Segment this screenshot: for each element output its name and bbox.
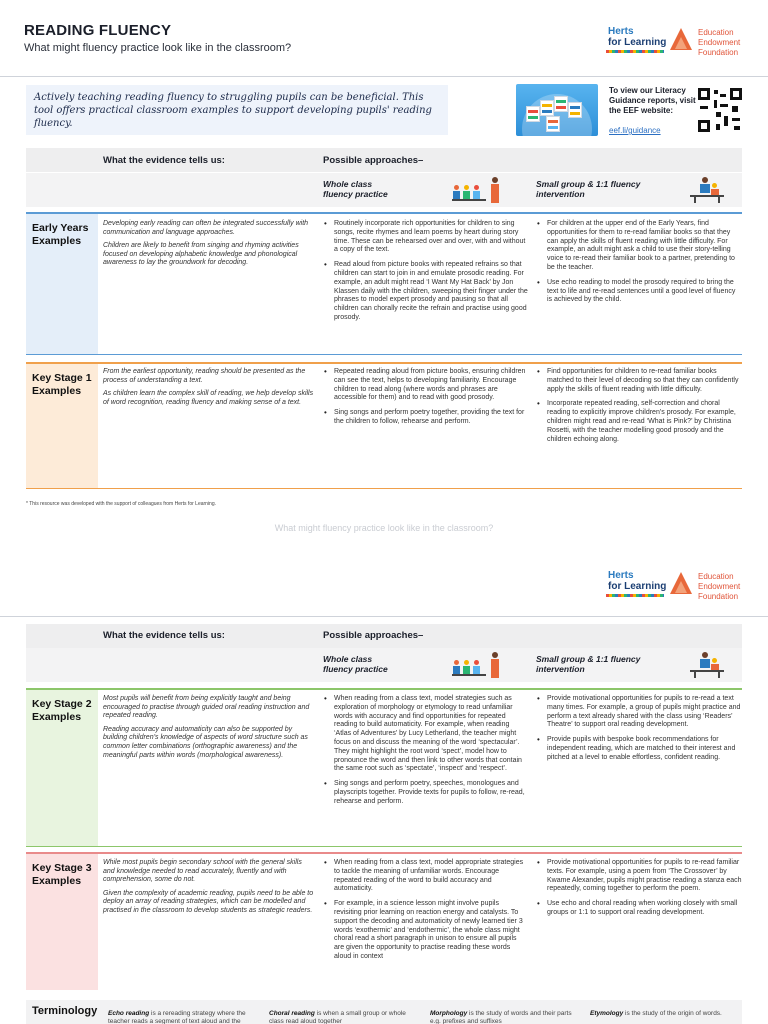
ks2-bottom-border (26, 846, 742, 847)
whole-class-header-2: Whole class fluency practice (323, 654, 388, 674)
terminology-title: Terminology (32, 1005, 98, 1017)
ks2-evidence: Most pupils will benefit from being explicitly taught and being encouraged to practise through guided oral reading instruction and repeated reading. Reading accuracy and automaticity can also be supported by building children’s knowledge of aspects of word structure such as common letter combinations (orthographic awareness) and the meaningful parts within words (morphological awareness). (103, 695, 310, 759)
herts-for-learning-logo-2: Herts for Learning (608, 570, 667, 592)
early-years-whole-class (323, 220, 528, 329)
term-etymology: Etymology is the study of the origin of words. (590, 1010, 722, 1017)
list-item: • Provide motivational opportunities for pupils to re-read a text many times. For example, a group of pupils might practice and perform a text already shared with the class using ‘Readers’ Theatre’ to support oral reading development. (536, 695, 742, 730)
list-item: • Sing songs and perform poetry together, providing the text for the children to follow, rehearse and perform. (323, 409, 528, 427)
eef-guidance-link[interactable]: eef.li/guidance (609, 126, 661, 135)
ks3-top-border (26, 852, 742, 854)
eef-logo-text: Education Endowment Foundation (698, 28, 741, 57)
list-item: • For children at the upper end of the Early Years, find opportunities for them to re-read familiar books so that they can apply the skills of fluent reading with little difficulty. For example, an adult might ask a child to use their story-telling voice to re-read their familiar book to a partner, pretending to be the teacher. (536, 220, 742, 273)
eef-logo-text-2: Education Endowment Foundation (698, 572, 741, 601)
early-years-bottom-border (26, 354, 742, 355)
approaches-column-header: Possible approaches– (323, 155, 424, 166)
list-item: • Provide motivational opportunities for pupils to re-read familiar texts. For example, using a poem from ‘The Crossover’ by Kwame Alexander, pupils might practise reading a stanza each repeatedly, coming together to perform the poem. (536, 859, 742, 894)
list-item: • Read aloud from picture books with repeated refrains so that children can start to join in and emulate prosodic reading. For example, an adult might read ‘I Want My Hat Back’ by Jon Klassen daily with the children, sweeping their finger under the phrases to model expert prosody and pausing so that all children can chorally recite the refrain and practise using good prosody. (323, 261, 528, 323)
whole-class-header: Whole class fluency practice (323, 179, 388, 199)
footnote: * This resource was developed with the support of colleagues from Herts for Learning. (26, 501, 217, 507)
page-header (0, 0, 768, 76)
page2-header-divider (0, 616, 768, 617)
ks1-top-border (26, 362, 742, 364)
small-group-header-2: Small group & 1:1 fluency intervention (536, 654, 641, 674)
ks2-top-border (26, 688, 742, 690)
small-group-header: Small group & 1:1 fluency intervention (536, 179, 641, 199)
hfl-dots-decoration (606, 50, 664, 53)
list-item: • Use echo reading to model the prosody required to bring the text to life and re-read sentences until a good level of fluency is achieved by the child. (536, 279, 742, 305)
hfl-logo-line2: for Learning (608, 37, 667, 48)
term-echo-reading: Echo reading is a rereading strategy where the teacher reads a segment of text aloud and the (108, 1010, 246, 1024)
early-years-top-border (26, 212, 742, 214)
list-item: • Provide pupils with bespoke book recommendations for independent reading, which are matched to their interest and pitched at a level to enable effortless, confident reading. (536, 736, 742, 762)
ks1-small-group (536, 368, 742, 450)
approaches-column-header-2: Possible approaches– (323, 630, 424, 641)
term-morphology: Morphology is the study of words and their parts e.g. prefixes and suffixes (430, 1010, 572, 1024)
hfl-logo-line1: Herts (608, 26, 634, 37)
list-item: • When reading from a class text, model strategies such as exploration of morphology or etymology to read unfamiliar words with accuracy and find opportunities for repeated reading to build automaticity. For example, when reading ‘Atlas of Adventures’ by Lucy Letherland, the teacher might focus on and discuss the meaning of the word ‘spectacular’. They might highlight the root word ‘spect’, model how to pronounce the word and then link to other words that contain the same root such as ‘spectate’, ‘inspect’ and ‘respect’. (323, 695, 528, 774)
eef-logo-icon-2 (670, 572, 692, 594)
ks2-small-group (536, 695, 742, 769)
list-item: • Routinely incorporate rich opportunities for children to sing songs, recite rhymes and learn poems by heart during story time. These can be rehearsed over and over, with and without a copy of the text. (323, 220, 528, 255)
header-divider (0, 76, 768, 77)
whole-class-people-icon-2 (452, 656, 502, 678)
qr-instructions: To view our Literacy Guidance reports, visit the EEF website: (609, 86, 696, 115)
ks1-label: Key Stage 1 Examples (26, 364, 98, 488)
evidence-column-header-2: What the evidence tells us: (103, 630, 225, 641)
page-subtitle: What might fluency practice look like in the classroom? (24, 42, 292, 54)
ks2-whole-class (323, 695, 528, 813)
early-years-evidence: Developing early reading can often be integrated successfully with communication and language approaches. Children are likely to benefit from singing and rhyming activities focused on developing alphabetic knowledge and phonological awareness to lay the groundwork for decoding. (103, 220, 309, 267)
ks1-bottom-border (26, 488, 742, 489)
ks3-label: Key Stage 3 Examples (26, 854, 98, 990)
small-group-people-icon (688, 177, 738, 199)
ks2-label: Key Stage 2 Examples (26, 690, 98, 846)
list-item: • For example, in a science lesson might involve pupils revisiting prior learning on reaction energy and catalysts. To support the decoding and automaticity of newly learned tier 3 words ‘exothermic’ and ‘endothermic’, the whole class might choral read a short paragraph in unison to ensure all pupils are given the opportunity to practise reading these words aloud in context (323, 900, 528, 962)
list-item: • Sing songs and perform poetry, speeches, monologues and playscripts together. Provide texts for pupils to follow, re-read, rehearse and perform. (323, 780, 528, 806)
ks3-evidence: While most pupils begin secondary school with the general skills and knowledge needed to read accurately, fluently and with comprehension, some do not. Given the complexity of academic reading, pupils need to be able to deploy an array of reading strategies, which can be modelled and practised in the classroom to develop students as strategic readers. (103, 859, 314, 914)
term-choral-reading: Choral reading is when a small group or whole class read aloud together (269, 1010, 406, 1024)
small-group-people-icon-2 (688, 652, 738, 674)
list-item: • Find opportunities for children to re-read familiar books matched to their level of decoding so that they can confidently apply the skills of fluent reading with little difficulty. (536, 368, 742, 394)
evidence-column-header: What the evidence tells us: (103, 155, 225, 166)
list-item: • When reading from a class text, model appropriate strategies to tackle the meaning of unfamiliar words. Encourage repeated reading of the word to build accuracy and automaticity. (323, 859, 528, 894)
page2-ghost-title: What might fluency practice look like in the classroom? (274, 523, 494, 533)
ks3-whole-class (323, 859, 528, 968)
qr-code-icon[interactable] (698, 88, 742, 132)
ks3-small-group (536, 859, 742, 924)
list-item: • Incorporate repeated reading, self-correction and choral reading to explicitly improve children’s prosody. For example, children might read and re-read ‘What is Pink?’ by Christina Rosetti, with the teacher modelling good prosody and the children echoing along. (536, 400, 742, 444)
list-item: • Use echo and choral reading when working closely with small groups or 1:1 to support oral reading development. (536, 900, 742, 918)
early-years-label: Early Years Examples (26, 214, 98, 354)
early-years-small-group (536, 220, 742, 311)
whole-class-people-icon (452, 181, 502, 203)
guidance-reports-image[interactable] (516, 84, 598, 136)
hfl-dots-decoration-2 (606, 594, 664, 597)
eef-logo-icon (670, 28, 692, 50)
intro-box: Actively teaching reading fluency to struggling pupils can be beneficial. This tool offers practical classroom examples to support developing pupils' reading fluency. (26, 85, 448, 135)
ks1-whole-class (323, 368, 528, 433)
page-title: READING FLUENCY (24, 22, 172, 39)
herts-for-learning-logo (608, 26, 666, 48)
list-item: • Repeated reading aloud from picture books, ensuring children can see the text, helps to developing familiarity. Encourage children to read along (where words and phrases are accessible for them) and to read with good prosody. (323, 368, 528, 403)
ks1-evidence: From the earliest opportunity, reading should be presented as the process of understanding a text. As children learn the complex skill of reading, we help develop skills of word recognition, reading fluency and making sense of a text. (103, 368, 314, 406)
